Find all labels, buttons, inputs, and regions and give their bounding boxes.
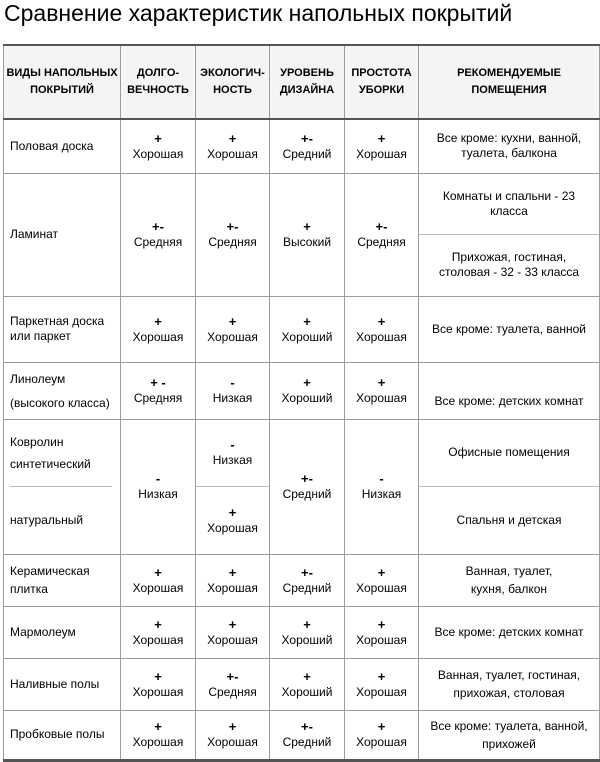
ecology-cell: [196, 119, 270, 173]
rating-sign: +-: [226, 219, 239, 234]
carpet-name-a: [10, 420, 120, 487]
row-name-variant: натуральный: [10, 512, 84, 527]
rating-value: Хорошая: [356, 580, 407, 595]
rating-sign: +: [377, 719, 386, 734]
ecology-split: [196, 420, 269, 554]
table-row-parquet: [4, 296, 600, 362]
rooms-split: [419, 174, 599, 296]
durability-cell: [121, 296, 196, 362]
rating-value: Хороший: [281, 684, 333, 699]
row-name: [4, 362, 121, 419]
durability-cell: [121, 173, 196, 296]
rooms-text: Спальня и детская: [456, 512, 562, 527]
header-design: УРОВЕНЬ ДИЗАЙНА: [270, 45, 345, 119]
rating-sign: +: [303, 313, 311, 329]
row-name: Наливные полы: [4, 658, 121, 710]
design-cell: [270, 554, 345, 606]
rooms-cell: Ванная, туалет, кухня, балкон: [419, 554, 600, 606]
rating-value: Низкая: [361, 487, 402, 501]
design-cell: [270, 173, 345, 296]
design-cell: [270, 119, 345, 173]
rating-sign: +: [303, 616, 311, 632]
rating-sign: +: [377, 616, 386, 632]
table-row-cork: [4, 710, 600, 760]
rating-sign: +-: [301, 719, 313, 734]
rating-value: Средний: [282, 146, 332, 161]
row-name: Мармолеум: [4, 606, 121, 658]
rating-value: Хорошая: [207, 632, 258, 647]
header-ecology: ЭКОЛОГИЧ-НОСТЬ: [196, 45, 270, 119]
header-durability: ДОЛГО-ВЕЧНОСТЬ: [121, 45, 196, 119]
rating-value: Хорошая: [356, 329, 407, 344]
rating-sign: + -: [150, 375, 166, 390]
rating-value: Хорошая: [132, 146, 184, 161]
cleaning-cell: [345, 606, 419, 658]
table-row-carpet: [4, 419, 600, 554]
rating-value: Высокий: [282, 235, 332, 249]
design-cell: [270, 362, 345, 419]
ecology-cell: [196, 658, 270, 710]
rating-sign: +: [377, 375, 386, 390]
rating-value: Средняя: [357, 235, 406, 249]
cleaning-cell: [345, 296, 419, 362]
rooms-cell: Все кроме: детских комнат: [419, 362, 600, 419]
cleaning-cell: [345, 173, 419, 296]
rating-value: Хорошая: [207, 580, 258, 595]
rating-value: Средняя: [208, 235, 257, 249]
durability-cell: [121, 554, 196, 606]
rating-value: Низкая: [138, 487, 178, 501]
rating-sign: +-: [301, 564, 313, 580]
durability-cell: [121, 119, 196, 173]
rooms-part-a: [419, 420, 599, 487]
design-cell: [270, 658, 345, 710]
rating-value: Средний: [282, 580, 332, 595]
rating-value: Хорошая: [132, 735, 184, 749]
row-name-main: Линолеум: [10, 371, 66, 386]
table-row-plank: [4, 119, 600, 173]
rating-sign: +: [154, 130, 162, 146]
row-name-note: (высокого класса): [10, 395, 110, 410]
rating-value: Средняя: [208, 684, 257, 699]
rooms-text: Прихожая, гостиная, столовая - 32 - 33 класса: [438, 250, 580, 280]
row-name: Пробковые полы: [4, 710, 121, 760]
rating-value: Низкая: [212, 453, 253, 468]
rooms-cell: Все кроме: туалета, ванной, прихожей: [419, 710, 600, 760]
rating-sign: +-: [301, 471, 313, 486]
cleaning-cell: [345, 419, 419, 554]
header-cleaning: ПРОСТОТА УБОРКИ: [345, 45, 419, 119]
cleaning-cell: [345, 119, 419, 173]
rating-sign: +: [154, 564, 162, 580]
rating-value: Хорошая: [132, 684, 184, 699]
durability-cell: [121, 710, 196, 760]
rating-sign: +: [377, 130, 386, 146]
rating-value: Хорошая: [207, 735, 258, 749]
rating-sign: +-: [301, 130, 313, 146]
rating-sign: -: [379, 471, 384, 486]
design-cell: [270, 419, 345, 554]
rating-sign: +: [154, 313, 162, 329]
rooms-cell: [419, 173, 600, 296]
rating-sign: +: [154, 668, 162, 684]
ecology-part-b: [196, 486, 269, 554]
rating-sign: -: [155, 471, 161, 486]
rating-sign: +: [303, 219, 311, 234]
page-title: Сравнение характеристик напольных покрытий: [4, 0, 513, 26]
rating-sign: +: [228, 313, 237, 329]
header-rooms: РЕКОМЕНДУЕМЫЕ ПОМЕЩЕНИЯ: [419, 45, 600, 119]
ecology-cell: [196, 554, 270, 606]
table-row-laminate: [4, 173, 600, 296]
rating-sign: -: [230, 437, 235, 453]
rating-sign: +-: [226, 668, 239, 684]
table-row-ceramic: [4, 554, 600, 606]
rating-sign: +: [228, 564, 237, 580]
rating-value: Хорошая: [132, 329, 184, 344]
rating-value: Средний: [282, 487, 332, 501]
row-name: [4, 419, 121, 554]
row-name: Половая доска: [4, 119, 121, 173]
carpet-name-split: [10, 420, 120, 554]
ecology-cell: [196, 606, 270, 658]
rating-value: Хорошая: [207, 146, 258, 161]
rating-sign: +: [228, 616, 237, 632]
rating-value: Хорошая: [207, 329, 258, 344]
ecology-cell: [196, 173, 270, 296]
rooms-cell: Все кроме: кухни, ванной, туалета, балкона: [419, 119, 600, 173]
cleaning-cell: [345, 710, 419, 760]
comparison-table: [3, 44, 600, 762]
row-name: Ламинат: [4, 173, 121, 296]
design-cell: [270, 296, 345, 362]
rating-value: Хороший: [281, 632, 333, 647]
header-row: [4, 45, 600, 119]
rating-value: Средний: [282, 735, 332, 749]
rating-sign: -: [230, 375, 235, 390]
rating-sign: +: [154, 719, 162, 734]
table-row-marmoleum: [4, 606, 600, 658]
row-name: Паркетная доска или паркет: [4, 296, 121, 362]
design-cell: [270, 606, 345, 658]
cleaning-cell: [345, 362, 419, 419]
rating-value: Хорошая: [356, 684, 407, 699]
table-row-selflevel: [4, 658, 600, 710]
rating-sign: +: [303, 375, 311, 390]
ecology-cell: [196, 362, 270, 419]
rating-value: Хорошая: [356, 146, 407, 161]
cleaning-cell: [345, 554, 419, 606]
durability-cell: [121, 419, 196, 554]
rating-value: Низкая: [212, 391, 253, 405]
rooms-text: Комнаты и спальни - 23 класса: [442, 188, 576, 218]
rating-sign: +: [377, 564, 386, 580]
rating-sign: +: [228, 719, 237, 734]
rating-value: Хорошая: [132, 580, 184, 595]
rooms-cell: Ванная, туалет, гостиная, прихожая, столовая: [419, 658, 600, 710]
rooms-text: Офисные помещения: [448, 445, 570, 460]
ecology-cell: [196, 710, 270, 760]
ecology-cell: [196, 419, 270, 554]
rating-sign: +: [377, 313, 386, 329]
rating-value: Хорошая: [207, 520, 258, 535]
table-row-linoleum: [4, 362, 600, 419]
rating-sign: +: [303, 668, 311, 684]
durability-cell: [121, 606, 196, 658]
ecology-cell: [196, 296, 270, 362]
rating-sign: +-: [152, 219, 164, 234]
rating-value: Средняя: [133, 391, 183, 405]
rooms-part-b: [419, 486, 599, 554]
rooms-cell: [419, 419, 600, 554]
rooms-cell: Все кроме: туалета, ванной: [419, 296, 600, 362]
rating-value: Хорошая: [356, 735, 407, 749]
rating-value: Средняя: [133, 235, 183, 249]
rating-value: Хорошая: [356, 391, 407, 405]
rating-sign: +: [228, 130, 237, 146]
rating-sign: +: [154, 616, 162, 632]
durability-cell: [121, 658, 196, 710]
row-name-main: Ковролин синтетический: [10, 434, 91, 471]
rating-value: Хорошая: [356, 632, 407, 647]
ecology-part-a: [196, 420, 269, 487]
rating-sign: +-: [375, 219, 388, 234]
cleaning-cell: [345, 658, 419, 710]
rating-sign: +: [377, 668, 386, 684]
rooms-split: [419, 420, 599, 554]
rating-value: Хорошая: [132, 632, 184, 647]
rating-value: Хороший: [281, 391, 333, 405]
design-cell: [270, 710, 345, 760]
durability-cell: [121, 362, 196, 419]
header-type: ВИДЫ НАПОЛЬНЫХ ПОКРЫТИЙ: [4, 45, 121, 119]
rooms-part-b: [419, 234, 599, 296]
rating-value: Хороший: [281, 329, 333, 344]
rating-sign: +: [228, 504, 237, 520]
rooms-part-a: [419, 174, 599, 235]
carpet-name-b: [10, 486, 112, 554]
row-name: Керамическая плитка: [4, 554, 121, 606]
rooms-cell: Все кроме: детских комнат: [419, 606, 600, 658]
